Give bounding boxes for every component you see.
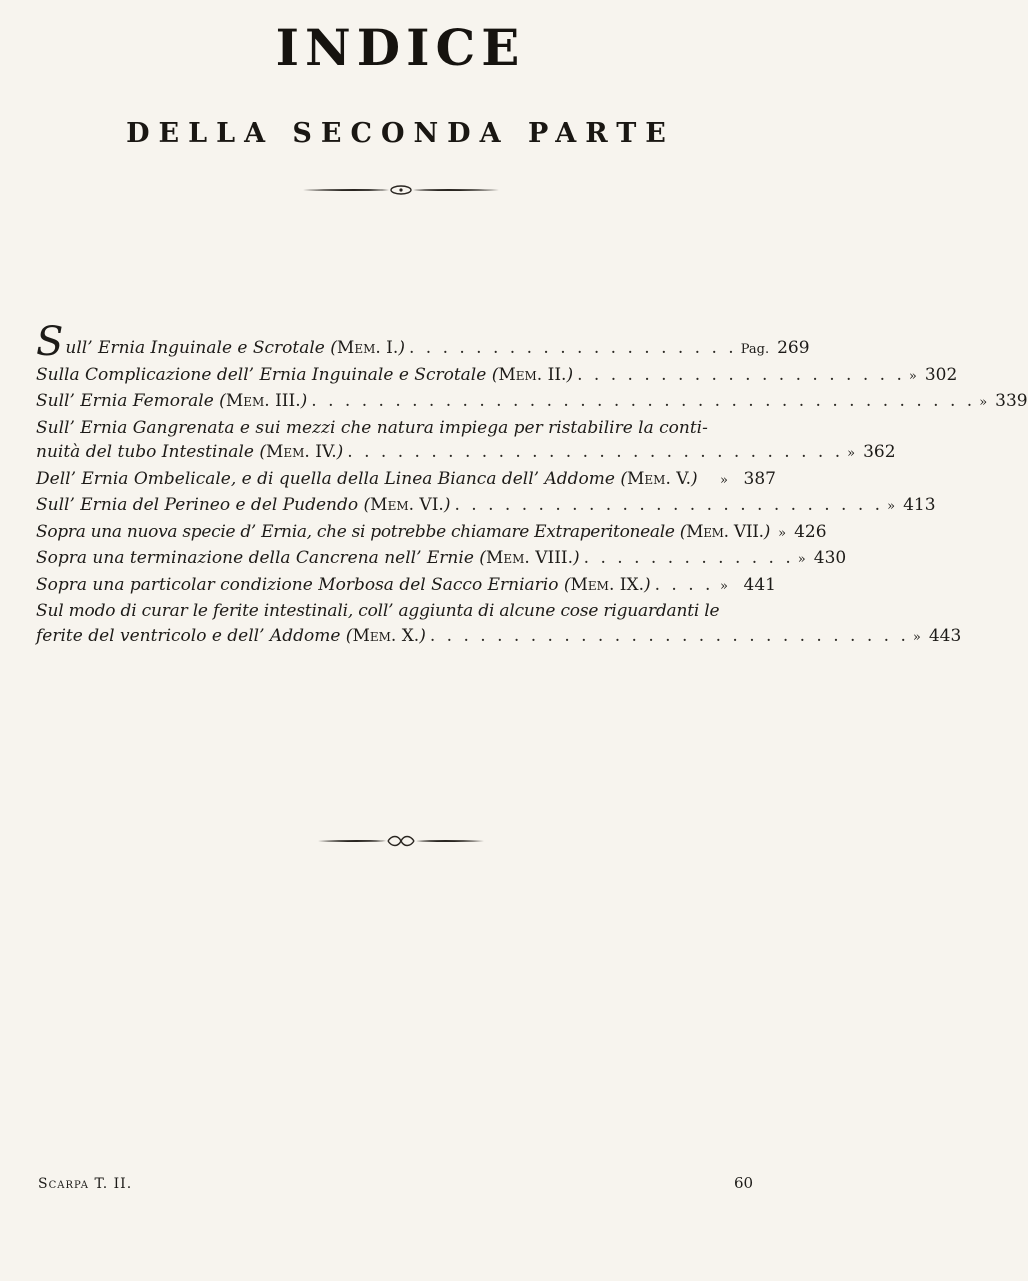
toc-entry-1: Sull’ Ernia Inguinale e Scrotale (Mem. I.) . . . . . . . . . . . . . . . . . . . . Pag. 269 <box>36 319 810 365</box>
toc-entry-mark: » <box>847 446 856 461</box>
toc-entry-page: 302 <box>924 364 958 385</box>
toc-entry-mark: » <box>720 472 728 488</box>
toc-entry-page: 443 <box>928 625 962 646</box>
toc-entry-mark: » <box>778 525 787 541</box>
toc-entry-page: 339 <box>995 391 1028 411</box>
toc-entry-mem: Mem. IV. <box>265 442 337 462</box>
printer-signature: Scarpa T. II. <box>38 1176 133 1192</box>
toc-entry-title: Sopra una particolar condizione Morbosa del Sacco Erniario <box>36 574 559 595</box>
ornamental-divider-top <box>0 184 801 196</box>
toc-entry-mem: Mem. III. <box>225 391 301 411</box>
toc-entry-title: ull’ Ernia Inguinale e Scrotale <box>65 338 325 358</box>
toc-entry-mem: Mem. V. <box>627 468 691 489</box>
toc-entry-mem: Mem. X. <box>352 625 420 646</box>
toc-entry-mark: » <box>887 499 896 514</box>
toc-entry-mem: Mem. VIII. <box>485 548 574 568</box>
leader-dots: . . . . . . . . . . . . . . . . . . . . <box>577 364 905 385</box>
toc-entry-mem: Mem. VII. <box>686 521 764 542</box>
toc-entry-title: Sul modo di curar le ferite intestinali, coll’ aggiunta di alcune cose riguardanti le <box>36 601 720 621</box>
toc-entry-9: Sopra una particolar condizione Morbosa del Sacco Erniario (Mem. IX.) . . . . » 441 <box>36 573 776 600</box>
drop-cap: S <box>36 319 64 365</box>
page-subtitle: DELLA SECONDA PARTE <box>126 118 675 149</box>
toc-entry-title: Sulla Complicazione dell’ Ernia Inguinale e Scrotale <box>36 364 487 385</box>
toc-entry-5: Dell’ Ernia Ombelicale, e di quella della Linea Bianca dell’ Addome (Mem. V.) » 387 <box>36 467 776 494</box>
leader-dots: . . . . . . . . . . . . . . . . . . . . . . . . . . <box>454 495 884 515</box>
leader-dots: . . . . . . . . . . . . . . . . . . . . . . . . . . . . . <box>429 625 909 646</box>
toc-entry-mem: Mem. II. <box>498 364 567 385</box>
toc-entry-mark: » <box>720 578 728 594</box>
gathering-number: 60 <box>734 1174 754 1192</box>
leader-dots: . . . . <box>654 574 714 595</box>
toc-entry-mark: » <box>908 368 917 384</box>
toc-entry-8: Sopra una terminazione della Cancrena nell’ Ernie (Mem. VIII.) . . . . . . . . . . . . . » 430 <box>36 546 776 573</box>
toc-entry-page: 441 <box>743 574 776 595</box>
leader-dots: . . . . . . . . . . . . . <box>583 548 794 568</box>
toc-entry-3: Sull’ Ernia Femorale (Mem. III.) . . . . . . . . . . . . . . . . . . . . . . . . . . . . . . . . . . . . . . . . » 339 <box>36 389 776 416</box>
toc-entry-mem: Mem. I. <box>336 338 399 358</box>
toc-entry-title: Sopra una terminazione della Cancrena nell’ Ernie <box>36 548 474 568</box>
toc-entry-title: Sull’ Ernia Gangrenata e sui mezzi che natura impiega per ristabilire la conti- <box>36 417 708 438</box>
toc-entry-title-continuation: nuità del tubo Intestinale <box>36 442 254 462</box>
leader-dots: . . . . . . . . . . . . . . . . . . . . . . . . . . . . . . . . . . . . . . . . <box>311 391 976 411</box>
toc-entry-title: Dell’ Ernia Ombelicale, e di quella della Linea Bianca dell’ Addome <box>36 468 615 489</box>
ornamental-divider-bottom <box>0 834 801 848</box>
toc-entry-page: 413 <box>903 495 936 515</box>
toc-entry-4: Sull’ Ernia Gangrenata e sui mezzi che natura impiega per ristabilire la conti- nuità del tubo Intestinale (Mem. IV.) . . . . . . . . . . . . . . . . . . . . . . . . . . . . . . » 362 <box>36 416 776 467</box>
toc-entry-page: 269 <box>777 338 810 358</box>
table-of-contents <box>36 319 1028 650</box>
toc-entry-title: Sull’ Ernia del Perineo e del Pudendo <box>36 495 359 515</box>
toc-entry-2: Sulla Complicazione dell’ Ernia Inguinale e Scrotale (Mem. II.) . . . . . . . . . . . . . . . . . . . . » 302 <box>36 363 776 390</box>
toc-entry-page: 387 <box>743 468 776 489</box>
toc-entry-page: 426 <box>794 521 827 542</box>
toc-entry-title: Sopra una nuova specie d’ Ernia, che si potrebbe chiamare Extraperitoneale <box>36 521 675 542</box>
toc-entry-title-continuation: ferite del ventricolo e dell’ Addome <box>36 625 341 646</box>
toc-entry-mark: » <box>979 395 988 410</box>
toc-entry-7: Sopra una nuova specie d’ Ernia, che si potrebbe chiamare Extraperitoneale (Mem. VII.) » 426 <box>36 520 776 547</box>
toc-entry-mem: Mem. IX. <box>570 574 644 595</box>
toc-entry-title: Sull’ Ernia Femorale <box>36 391 214 411</box>
toc-entry-page: 362 <box>863 442 896 462</box>
toc-entry-6: Sull’ Ernia del Perineo e del Pudendo (Mem. VI.) . . . . . . . . . . . . . . . . . . . . . . . . . . » 413 <box>36 493 776 520</box>
toc-entry-mem: Mem. VI. <box>370 495 444 515</box>
page-title: INDICE <box>275 18 526 77</box>
toc-entry-10: Sul modo di curar le ferite intestinali, coll’ aggiunta di alcune cose riguardanti le ferite del ventricolo e dell’ Addome (Mem. X.) . . . . . . . . . . . . . . . . . . . . . . . . . . . . . » 443 <box>36 599 776 650</box>
toc-entry-mark: Pag. <box>740 342 770 357</box>
leader-dots: . . . . . . . . . . . . . . . . . . . . <box>408 338 737 358</box>
leader-dots: . . . . . . . . . . . . . . . . . . . . . . . . . . . . . . <box>347 442 844 462</box>
toc-entry-mark: » <box>797 552 806 567</box>
toc-entry-mark: » <box>912 629 921 645</box>
toc-entry-page: 430 <box>813 548 847 568</box>
